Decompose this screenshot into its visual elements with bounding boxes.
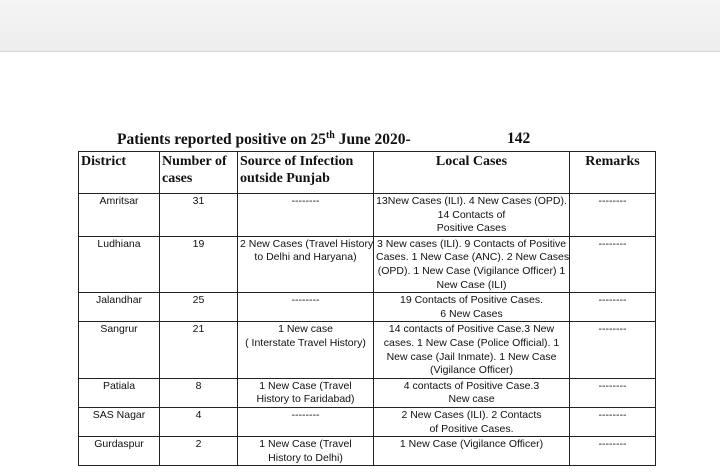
cell-remarks	[570, 437, 656, 466]
cell-local-cases	[374, 236, 570, 292]
cell-local-cases	[374, 437, 570, 466]
cell-cases	[160, 293, 238, 322]
cell-source	[238, 194, 374, 237]
cell-cases	[160, 236, 238, 292]
cell-cases	[160, 407, 238, 436]
cell-source-line: --------	[291, 195, 320, 207]
cell-source	[238, 293, 374, 322]
cell-local-cases-line: New case (Jail Inmate). 1 New Case	[386, 350, 557, 363]
cell-local-cases-line: Positive Cases	[436, 222, 507, 235]
cell-district-line: Jalandhar	[95, 294, 143, 307]
cell-local-cases-line: Cases. 1 New Case (ANC). 2 New Cases	[376, 251, 570, 264]
cell-district-line: Amritsar	[99, 195, 139, 207]
cell-district	[79, 194, 160, 237]
top-bar	[0, 0, 720, 52]
total-count: 142	[507, 130, 531, 147]
cell-local-cases-line: 2 New Cases (ILI). 2 Contacts	[401, 408, 542, 421]
cell-local-cases	[374, 378, 570, 407]
cell-cases-line: 25	[192, 294, 205, 307]
cell-local-cases-line: 14 Contacts of	[437, 208, 506, 221]
cell-district	[79, 407, 160, 436]
cell-local-cases-line: 14 contacts of Positive Case.3 New	[388, 323, 555, 336]
cell-local-cases-line: (Vigilance Officer)	[429, 364, 514, 377]
cell-source	[238, 236, 374, 292]
cell-remarks-line: --------	[598, 379, 627, 392]
cell-cases-line: 8	[195, 379, 202, 392]
table-row	[79, 236, 656, 292]
cell-remarks	[570, 378, 656, 407]
top-bar-divider	[0, 51, 720, 52]
cell-local-cases-line: New case	[448, 393, 495, 406]
cell-local-cases	[374, 407, 570, 436]
cell-source-line: --------	[291, 408, 320, 421]
cell-source-line: to Delhi and Haryana)	[254, 251, 357, 264]
cell-district-line: Sangrur	[100, 323, 138, 336]
table-row	[79, 194, 656, 237]
header-remarks: Remarks	[570, 152, 656, 194]
cell-cases-line: 2	[195, 438, 202, 451]
cell-remarks	[570, 194, 656, 237]
cell-district-line: Patiala	[102, 379, 136, 392]
table-row	[79, 378, 656, 407]
title-prefix: Patients reported positive on 25	[117, 131, 326, 148]
cell-district-line: Ludhiana	[97, 237, 141, 250]
cell-remarks	[570, 407, 656, 436]
cell-district	[79, 293, 160, 322]
cell-local-cases	[374, 194, 570, 237]
cell-cases	[160, 322, 238, 378]
header-row	[79, 152, 656, 194]
cell-source-line: History to Faridabad)	[256, 393, 355, 406]
cell-remarks	[570, 293, 656, 322]
cell-cases	[160, 194, 238, 237]
cell-cases-line: 19	[192, 237, 205, 250]
cell-source-line: ( Interstate Travel History)	[245, 336, 366, 349]
report-title	[117, 130, 531, 149]
cell-remarks-line: --------	[598, 294, 627, 307]
cell-cases-line: 4	[195, 408, 202, 421]
cell-cases	[160, 378, 238, 407]
table-row	[79, 293, 656, 322]
cell-local-cases-line: New Case (ILI)	[436, 278, 507, 291]
cell-source-line: 1 New Case (Travel	[259, 438, 352, 451]
title-suffix: June 2020-	[334, 131, 411, 148]
cell-local-cases	[374, 293, 570, 322]
cell-local-cases-line: 6 New Cases	[440, 307, 503, 320]
cell-source-line: 1 New Case (Travel	[259, 379, 352, 392]
title-superscript: th	[325, 130, 335, 141]
cell-source	[238, 378, 374, 407]
cell-source-line: --------	[291, 294, 320, 307]
cell-remarks-line: --------	[598, 195, 627, 207]
table-row	[79, 407, 656, 436]
cell-local-cases-line: 4 contacts of Positive Case.3	[403, 379, 540, 392]
cell-district-line: SAS Nagar	[92, 408, 146, 421]
cell-remarks	[570, 236, 656, 292]
cell-local-cases-line: of Positive Cases.	[429, 422, 514, 435]
cell-district	[79, 236, 160, 292]
cell-local-cases-line: 13New Cases (ILI). 4 New Cases (OPD).	[376, 195, 567, 207]
header-number-of-cases: Number of cases	[160, 152, 238, 194]
cell-local-cases-line: 19 Contacts of Positive Cases.	[400, 294, 543, 307]
header-source-of-infection: Source of Infection outside Punjab	[238, 152, 374, 194]
cell-local-cases	[374, 322, 570, 378]
cell-remarks-line: --------	[598, 237, 627, 250]
cell-cases	[160, 437, 238, 466]
cell-remarks-line: --------	[598, 323, 627, 336]
cell-remarks-line: --------	[598, 438, 627, 451]
cases-table	[78, 151, 656, 466]
cell-district	[79, 322, 160, 378]
cell-district	[79, 437, 160, 466]
table-row	[79, 322, 656, 378]
cell-source-line: History to Delhi)	[268, 451, 343, 464]
cell-source-line: 1 New case	[278, 323, 333, 336]
cell-local-cases-line: 1 New Case (Vigilance Officer)	[399, 438, 544, 451]
cell-local-cases-line: cases. 1 New Case (Police Official). 1	[383, 336, 560, 349]
cell-cases-line: 31	[192, 195, 205, 207]
cell-local-cases-line: (OPD). 1 New Case (Vigilance Officer) 1	[377, 264, 566, 277]
cell-remarks	[570, 322, 656, 378]
cell-source	[238, 407, 374, 436]
cell-local-cases-line: 3 New cases (ILI). 9 Contacts of Positive	[376, 237, 567, 250]
header-local-cases: Local Cases	[374, 152, 570, 194]
table-row	[79, 437, 656, 466]
cell-district-line: Gurdaspur	[94, 438, 144, 451]
cell-cases-line: 21	[192, 323, 205, 336]
cell-source	[238, 322, 374, 378]
cell-source-line: 2 New Cases (Travel History	[240, 237, 374, 250]
cell-remarks-line: --------	[598, 408, 627, 421]
cell-district	[79, 378, 160, 407]
header-district: District	[79, 152, 160, 194]
cell-source	[238, 437, 374, 466]
